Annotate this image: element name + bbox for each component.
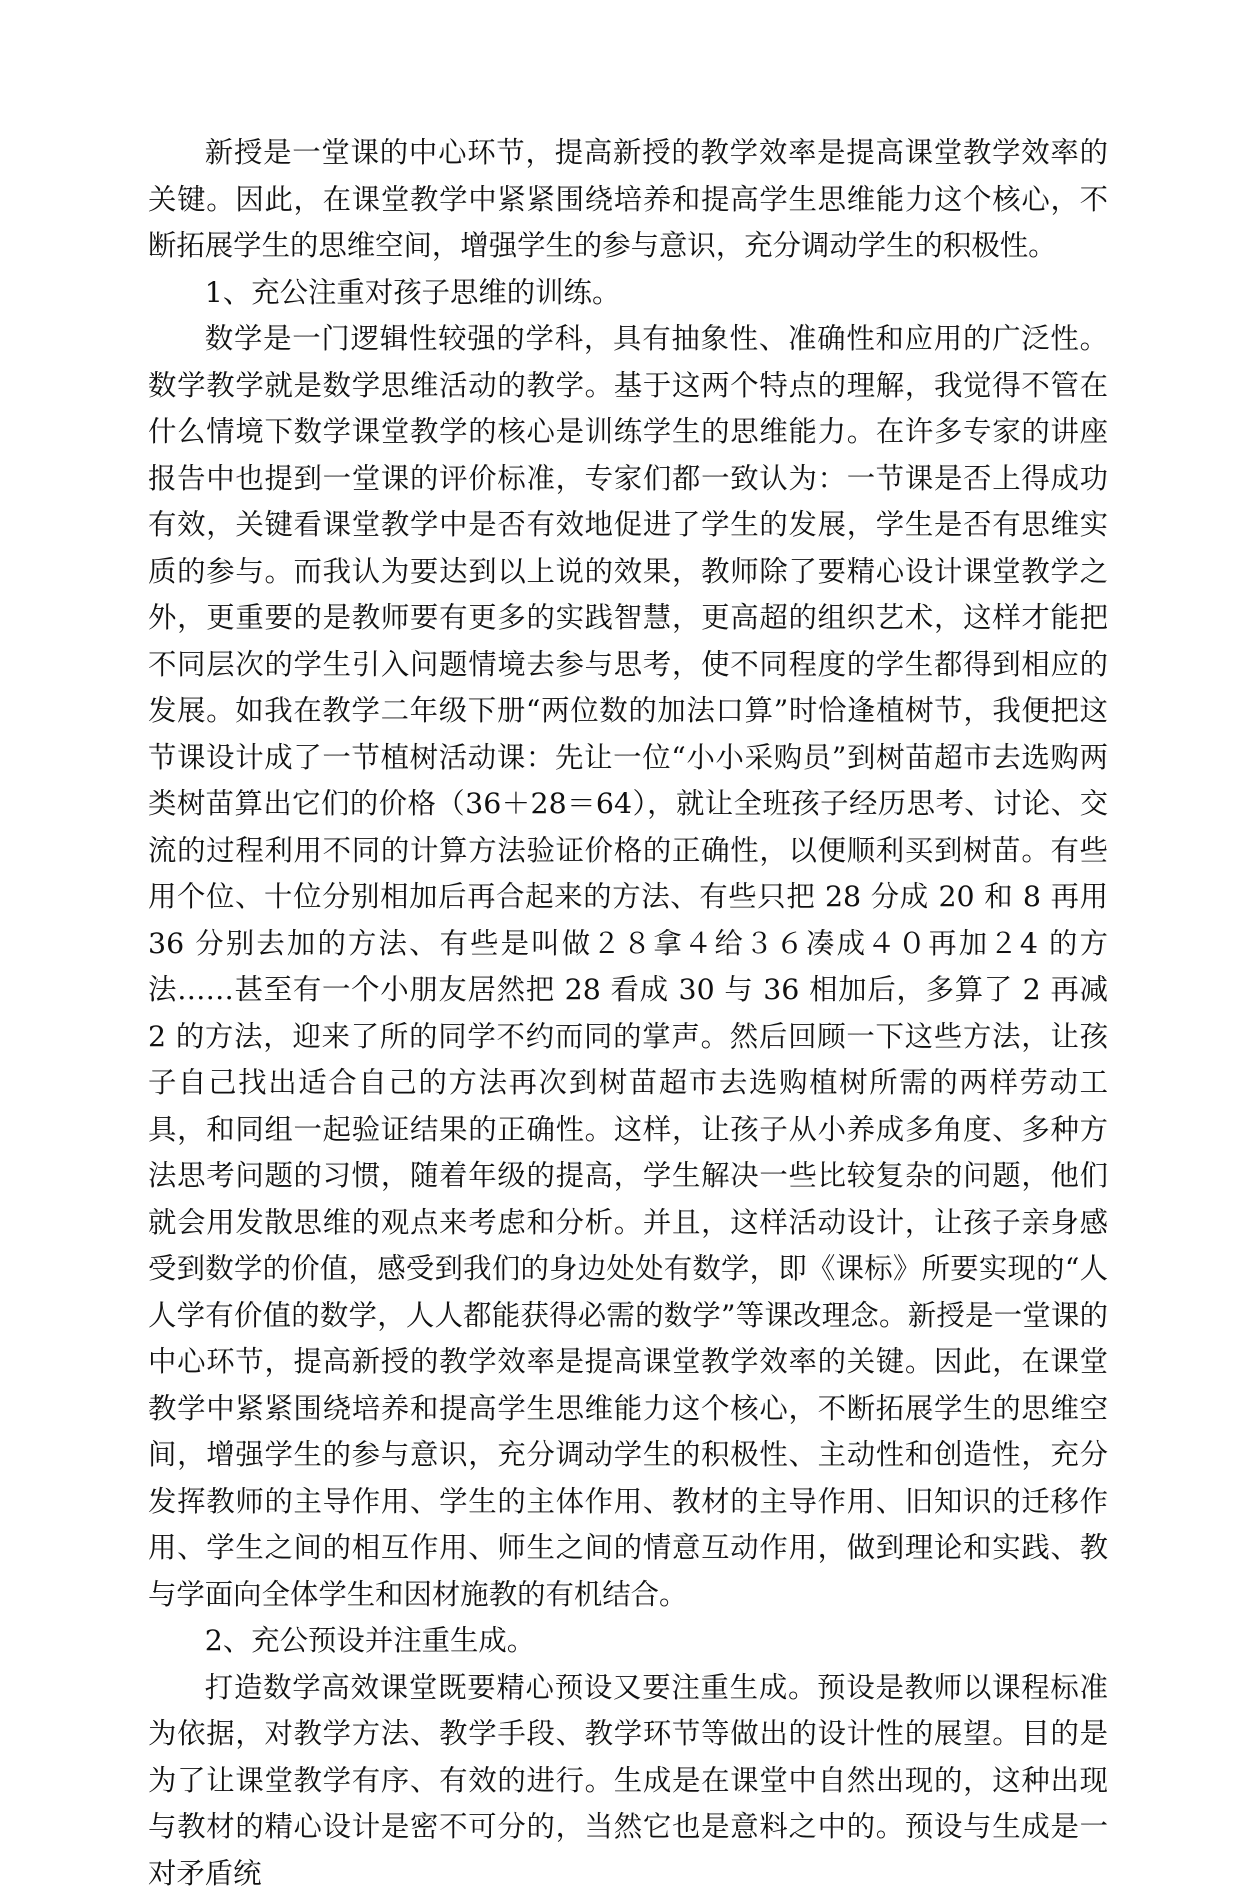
section-heading-2: 2、充公预设并注重生成。 <box>148 1618 1108 1665</box>
section-heading-1: 1、充公注重对孩子思维的训练。 <box>148 270 1108 317</box>
body-text <box>148 130 1108 1897</box>
paragraph-thinking-training: 数学是一门逻辑性较强的学科，具有抽象性、准确性和应用的广泛性。数学教学就是数学思维活动的教学。基于这两个特点的理解，我觉得不管在什么情境下数学课堂教学的核心是训练学生的思维能力。在许多专家的讲座报告中也提到一堂课的评价标准，专家们都一致认为：一节课是否上得成功有效，关键看课堂教学中是否有效地促进了学生的发展，学生是否有思维实质的参与。而我认为要达到以上说的效果，教师除了要精心设计课堂教学之外，更重要的是教师要有更多的实践智慧，更高超的组织艺术，这样才能把不同层次的学生引入问题情境去参与思考，使不同程度的学生都得到相应的发展。如我在教学二年级下册“两位数的加法口算”时恰逢植树节，我便把这节课设计成了一节植树活动课：先让一位“小小采购员”到树苗超市去选购两类树苗算出它们的价格（36＋28＝64），就让全班孩子经历思考、讨论、交流的过程利用不同的计算方法验证价格的正确性，以便顺利买到树苗。有些用个位、十位分别相加后再合起来的方法、有些只把 28 分成 20 和 8 再用 36 分别去加的方法、有些是叫做２８拿４给３６凑成４０再加２4 的方法……甚至有一个小朋友居然把 28 看成 30 与 36 相加后，多算了 2 再减 2 的方法，迎来了所的同学不约而同的掌声。然后回顾一下这些方法，让孩子自己找出适合自己的方法再次到树苗超市去选购植树所需的两样劳动工具，和同组一起验证结果的正确性。这样，让孩子从小养成多角度、多种方法思考问题的习惯，随着年级的提高，学生解决一些比较复杂的问题，他们就会用发散思维的观点来考虑和分析。并且，这样活动设计，让孩子亲身感受到数学的价值，感受到我们的身边处处有数学，即《课标》所要实现的“人人学有价值的数学，人人都能获得必需的数学”等课改理念。新授是一堂课的中心环节，提高新授的教学效率是提高课堂教学效率的关键。因此，在课堂教学中紧紧围绕培养和提高学生思维能力这个核心，不断拓展学生的思维空间，增强学生的参与意识，充分调动学生的积极性、主动性和创造性，充分发挥教师的主导作用、学生的主体作用、教材的主导作用、旧知识的迁移作用、学生之间的相互作用、师生之间的情意互动作用，做到理论和实践、教与学面向全体学生和因材施教的有机结合。 <box>148 316 1108 1618</box>
paragraph-preset-generation: 打造数学高效课堂既要精心预设又要注重生成。预设是教师以课程标准为依据，对教学方法、教学手段、教学环节等做出的设计性的展望。目的是为了让课堂教学有序、有效的进行。生成是在课堂中自然出现的，这种出现与教材的精心设计是密不可分的，当然它也是意料之中的。预设与生成是一对矛盾统 <box>148 1665 1108 1897</box>
paragraph-intro: 新授是一堂课的中心环节，提高新授的教学效率是提高课堂教学效率的关键。因此，在课堂教学中紧紧围绕培养和提高学生思维能力这个核心，不断拓展学生的思维空间，增强学生的参与意识，充分调动学生的积极性。 <box>148 130 1108 270</box>
